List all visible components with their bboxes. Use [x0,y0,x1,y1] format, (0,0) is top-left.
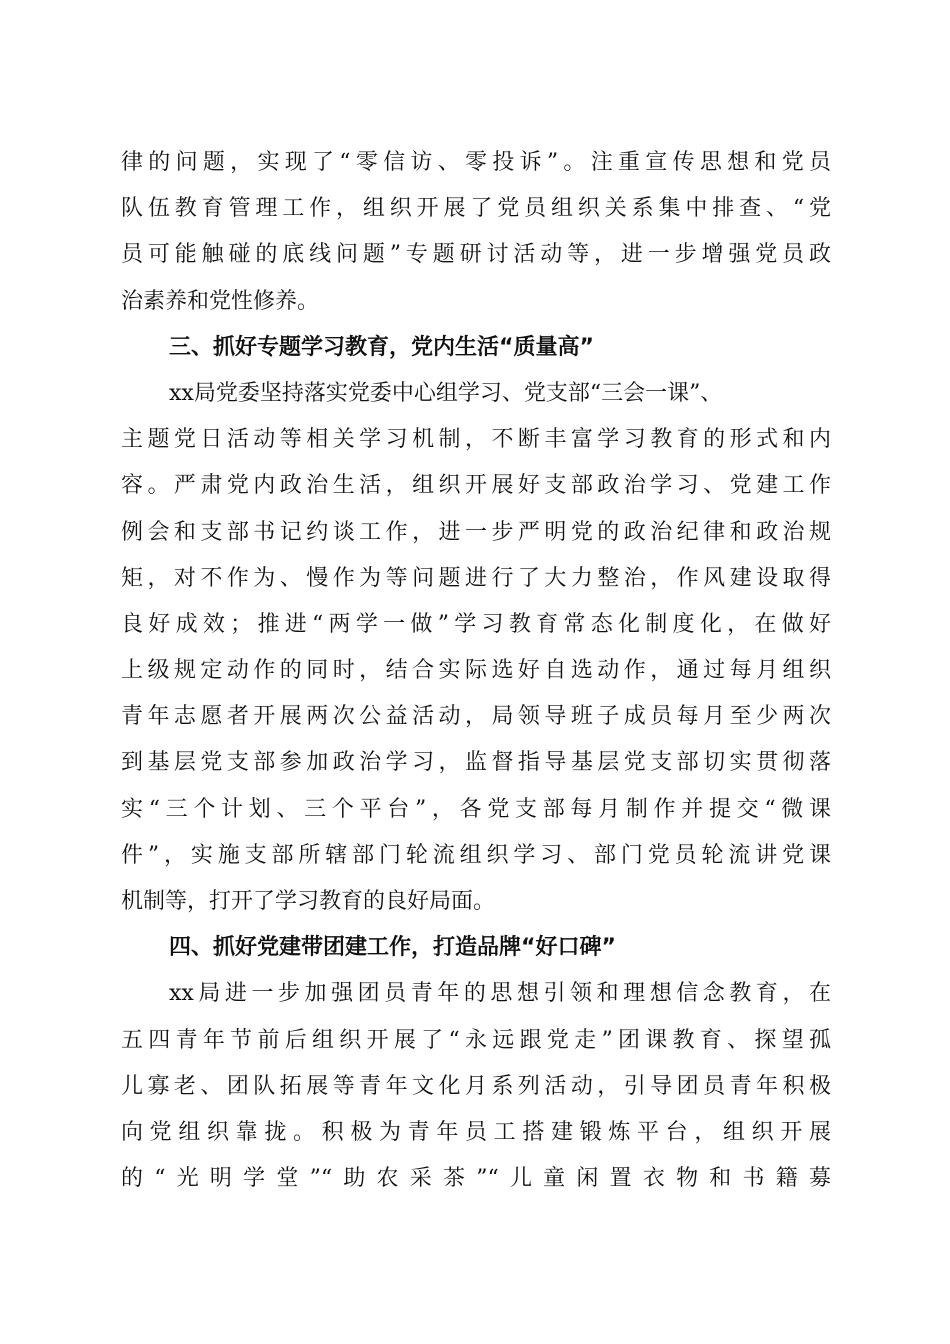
text-line: 青年志愿者开展两次公益活动，局领导班子成员每月至少两次 [121,704,831,730]
text-line: 上级规定动作的同时，结合实际选好自选动作，通过每月组织 [121,658,831,684]
text-line: 例会和支部书记约谈工作，进一步严明党的政治纪律和政治规 [121,519,831,545]
text-line: 主题党日活动等相关学习机制，不断丰富学习教育的形式和内 [121,427,831,453]
section-heading-3: 三、抓好专题学习教育，党内生活“质量高” [169,334,594,360]
text-line: 队伍教育管理工作，组织开展了党员组织关系集中排查、“党 [121,196,831,222]
text-line: 机制等，打开了学习教育的良好局面。 [121,889,496,914]
document-body [121,140,831,1202]
section-heading-4: 四、抓好党建带团建工作，打造品牌“好口碑” [169,935,616,961]
text-line: 的“光明学堂”“助农采茶”“儿童闲置衣物和书籍募 [121,1166,831,1192]
text-line: 到基层党支部参加政治学习，监督指导基层党支部切实贯彻落 [121,750,831,776]
text-line: 良好成效；推进“两学一做”学习教育常态化制度化，在做好 [121,611,831,637]
text-line: 容。严肃党内政治生活，组织开展好支部政治学习、党建工作 [121,473,831,499]
paragraph-first-line: xx局党委坚持落实党委中心组学习、党支部“三会一课”、 [169,380,723,406]
text-line: 儿寡老、团队拓展等青年文化月系列活动，引导团员青年积极 [121,1073,831,1099]
text-line: 治素养和党性修养。 [121,288,320,314]
text-line: 员可能触碰的底线问题”专题研讨活动等，进一步增强党员政 [121,242,831,268]
text-line: 件”，实施支部所辖部门轮流组织学习、部门党员轮流讲党课 [121,842,831,868]
text-line: 律的问题，实现了“零信访、零投诉”。注重宣传思想和党员 [121,150,831,175]
text-line: 向党组织靠拢。积极为青年员工搭建锻炼平台，组织开展 [121,1119,831,1145]
paragraph-first-line: xx局进一步加强团员青年的思想引领和理想信念教育，在 [169,981,831,1007]
text-line: 实“三个计划、三个平台”，各党支部每月制作并提交“微课 [121,796,831,822]
text-line: 五四青年节前后组织开展了“永远跟党走”团课教育、探望孤 [121,1027,831,1053]
text-line: 矩，对不作为、慢作为等问题进行了大力整治，作风建设取得 [121,565,831,591]
